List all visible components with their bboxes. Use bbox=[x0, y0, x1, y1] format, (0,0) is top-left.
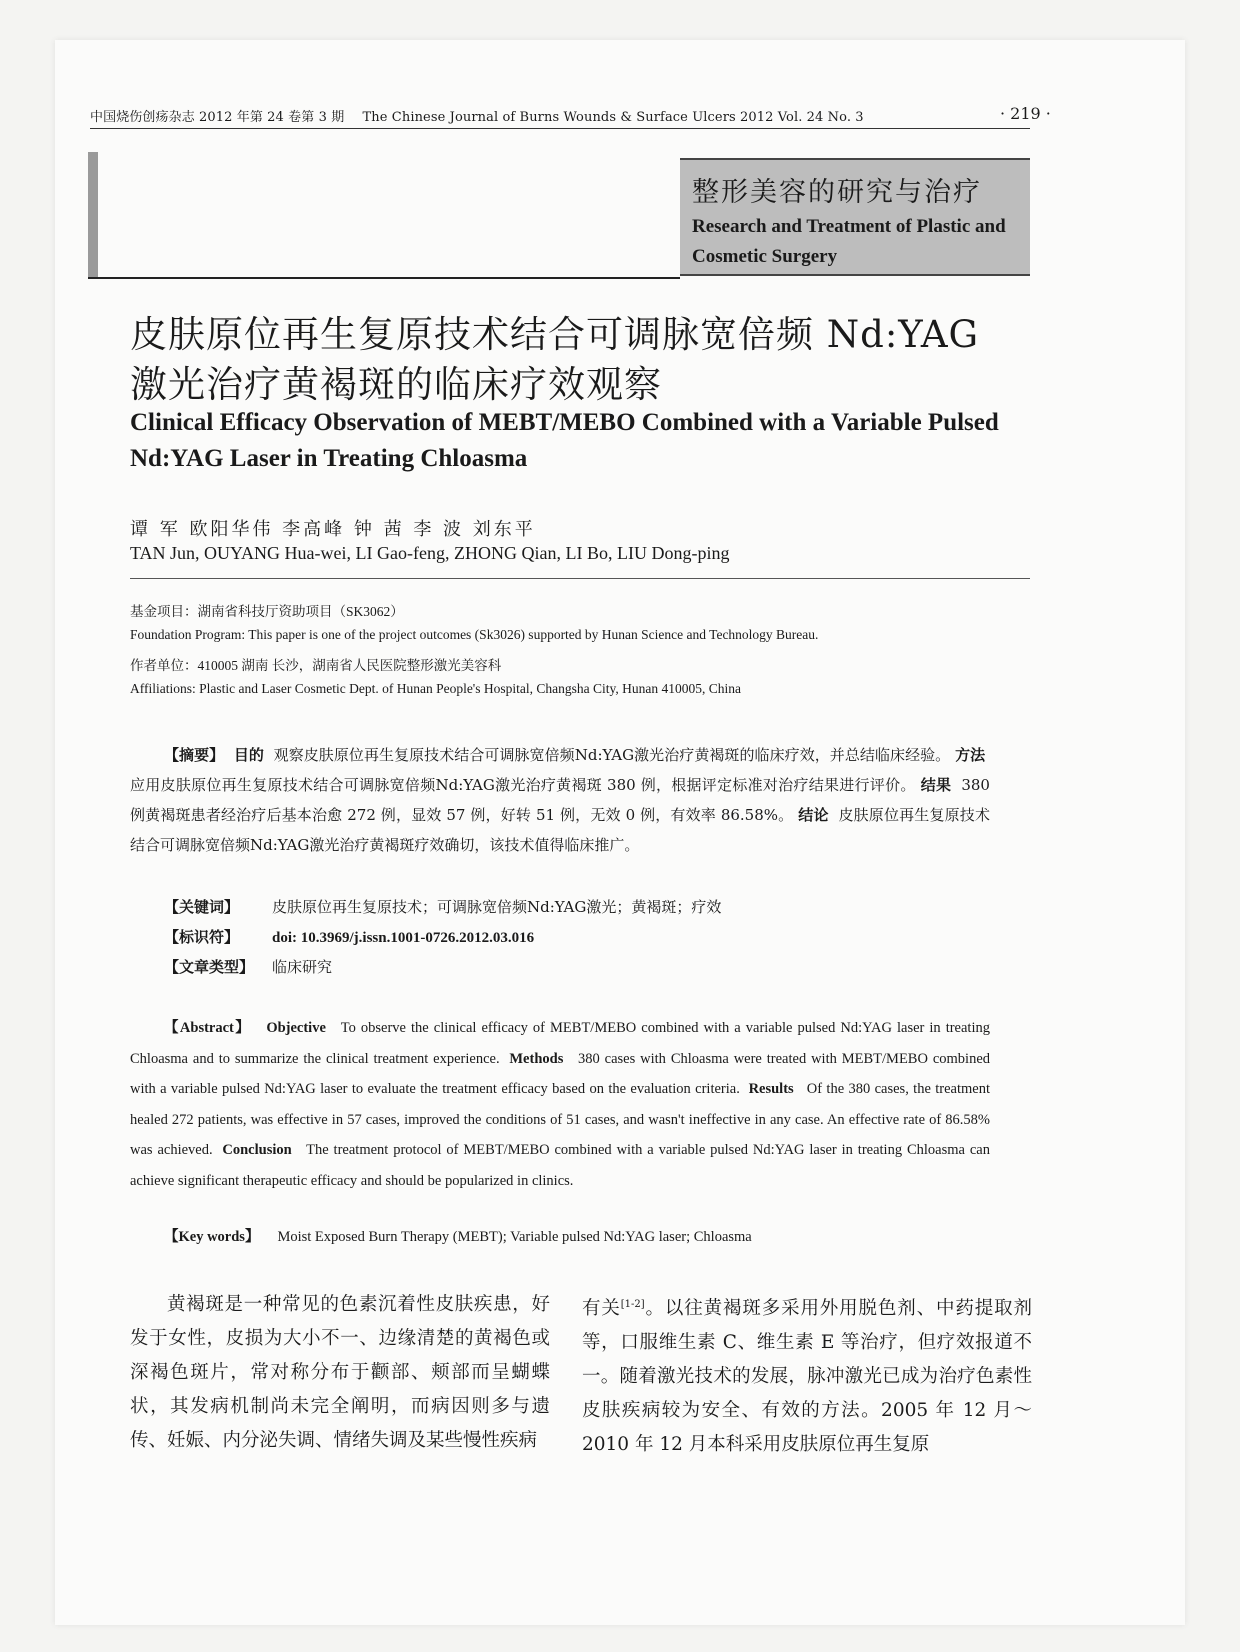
methods-label-zh: 方法 bbox=[955, 746, 986, 764]
body-col2-pre: 有关 bbox=[582, 1298, 621, 1320]
article-type-value: 临床研究 bbox=[272, 958, 333, 976]
authors-en: TAN Jun, OUYANG Hua-wei, LI Gao-feng, ZHONG Qian, LI Bo, LIU Dong-ping bbox=[130, 543, 730, 563]
keywords-en-label: 【Key words】 bbox=[164, 1229, 260, 1245]
article-title-zh: 皮肤原位再生复原技术结合可调脉宽倍频 Nd:YAG 激光治疗黄褐斑的临床疗效观察 bbox=[130, 313, 980, 406]
objective-zh: 观察皮肤原位再生复原技术结合可调脉宽倍频Nd:YAG激光治疗黄褐斑的临床疗效，并总结临床经验。 bbox=[273, 746, 951, 764]
keywords-en-row bbox=[164, 1225, 752, 1246]
abstract-en-label: 【Abstract】 bbox=[164, 1020, 252, 1036]
methods-label-en: Methods bbox=[509, 1050, 564, 1067]
results-zh: 380 例黄褐斑患者经治疗后基本治愈 272 例，显效 57 例，好转 51 例，无效 0 例，有效率 86.58%。 bbox=[130, 776, 990, 824]
page-number: · 219 · bbox=[1000, 104, 1051, 123]
results-label-zh: 结果 bbox=[920, 776, 952, 794]
objective-label-en: Objective bbox=[266, 1020, 326, 1036]
affiliation-zh: 作者单位：410005 湖南 长沙，湖南省人民医院整形激光美容科 bbox=[130, 658, 502, 673]
objective-en: To observe the clinical efficacy of MEBT/MEBO combined with a variable pulsed Nd:YAG laser in treating Chloasma and to summarize the clinical treatment experience. bbox=[130, 1020, 990, 1067]
section-side-bar bbox=[88, 152, 98, 277]
results-en: Of the 380 cases, the treatment healed 272 patients, was effective in 57 cases, improved the conditions of 51 cases, and wasn't ineffective in any case. An effective rate of 86.58% was achieved. bbox=[130, 1081, 991, 1158]
section-banner bbox=[680, 158, 1030, 276]
body-col2-text: 。以往黄褐斑多采用外用脱色剂、中药提取剂等，口服维生素 C、维生素 E 等治疗，但疗效报道不一。随着激光技术的发展，脉冲激光已成为治疗色素性皮肤疾病较为安全、有效的方法。2005 年 12 月～2010 年 12 月本科采用皮肤原位再生复原 bbox=[582, 1298, 1032, 1456]
abstract-zh bbox=[130, 740, 990, 860]
doi-label: 【标识符】 bbox=[164, 928, 240, 946]
article-type-label: 【文章类型】 bbox=[164, 958, 255, 976]
body-column-left bbox=[130, 1288, 550, 1458]
author-rule bbox=[130, 578, 1030, 579]
methods-en: 380 cases with Chloasma were treated with MEBT/MEBO combined with a variable pulsed Nd:YAG laser to evaluate the treatment efficacy based on the evaluation criteria. bbox=[130, 1050, 991, 1097]
body-col1-text: 黄褐斑是一种常见的色素沉着性皮肤疾患，好发于女性，皮损为大小不一、边缘清楚的黄褐色或深褐色斑片，常对称分布于颧部、颊部而呈蝴蝶状，其发病机制尚未完全阐明，而病因则多与遗传、妊娠、内分泌失调、情绪失调及某些慢性疾病 bbox=[130, 1294, 550, 1451]
header-rule bbox=[90, 128, 1030, 129]
section-rule bbox=[88, 277, 680, 279]
objective-label-zh: 目的 bbox=[233, 746, 264, 764]
results-label-en: Results bbox=[748, 1081, 794, 1097]
running-head-en: The Chinese Journal of Burns Wounds & Surface Ulcers 2012 Vol. 24 No. 3 bbox=[362, 110, 864, 125]
conclusion-en: The treatment protocol of MEBT/MEBO combined with a variable pulsed Nd:YAG laser in treating Chloasma can achieve significant therapeutic efficacy and should be popularized in clinics. bbox=[130, 1142, 990, 1189]
fund-en: Foundation Program: This paper is one of the project outcomes (Sk3026) supported by Hunan Science and Technology Bureau. bbox=[130, 627, 819, 642]
affiliation-en: Affiliations: Plastic and Laser Cosmetic Dept. of Hunan People's Hospital, Changsha City, Hunan 410005, China bbox=[130, 681, 741, 696]
article-title-en: Clinical Efficacy Observation of MEBT/MEBO Combined with a Variable Pulsed Nd:YAG Laser in Treating Chloasma bbox=[130, 409, 999, 472]
abstract-zh-label: 【摘要】 bbox=[164, 746, 225, 764]
section-title-zh: 整形美容的研究与治疗 bbox=[692, 177, 982, 208]
conclusion-zh: 皮肤原位再生复原技术结合可调脉宽倍频Nd:YAG激光治疗黄褐斑疗效确切，该技术值得临床推广。 bbox=[130, 806, 990, 854]
keywords-zh-row bbox=[164, 896, 721, 917]
keywords-zh-label: 【关键词】 bbox=[164, 898, 240, 916]
running-head-zh: 中国烧伤创疡杂志 2012 年第 24 卷第 3 期 bbox=[90, 110, 345, 125]
keywords-zh-value: 皮肤原位再生复原技术；可调脉宽倍频Nd:YAG激光；黄褐斑；疗效 bbox=[272, 898, 722, 916]
article-type-row bbox=[164, 956, 332, 977]
conclusion-label-zh: 结论 bbox=[798, 806, 829, 824]
body-column-right bbox=[582, 1288, 1032, 1462]
authors-zh: 谭 军 欧阳华伟 李高峰 钟 茜 李 波 刘东平 bbox=[130, 519, 536, 540]
citation: [1-2] bbox=[620, 1299, 645, 1310]
methods-zh: 应用皮肤原位再生复原技术结合可调脉宽倍频Nd:YAG激光治疗黄褐斑 380 例，根据评定标准对治疗结果进行评价。 bbox=[130, 776, 916, 794]
fund-zh: 基金项目：湖南省科技厅资助项目（SK3062） bbox=[130, 604, 404, 619]
doi-row bbox=[164, 926, 534, 947]
running-head bbox=[90, 106, 864, 125]
keywords-en-value: Moist Exposed Burn Therapy (MEBT); Variable pulsed Nd:YAG laser; Chloasma bbox=[277, 1229, 752, 1245]
conclusion-label-en: Conclusion bbox=[222, 1142, 292, 1158]
section-title-en: Research and Treatment of Plastic and Cosmetic Surgery bbox=[692, 216, 1006, 267]
abstract-en bbox=[130, 1013, 990, 1196]
doi-value: doi: 10.3969/j.issn.1001-0726.2012.03.016 bbox=[272, 930, 535, 946]
